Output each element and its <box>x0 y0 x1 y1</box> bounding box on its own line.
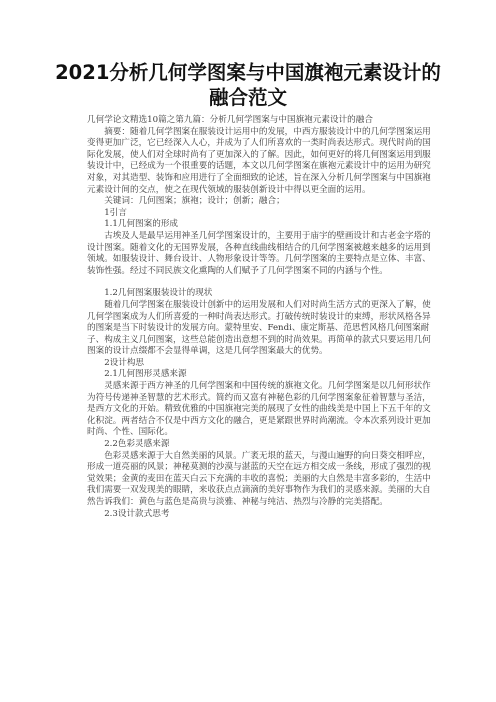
section-paragraph: 色彩灵感来源于大自然美丽的风景。广袤无垠的蓝天，与漫山遍野的向日葵交相呼应，形成一道亮丽的风景；神秘莫测的沙漠与湛蓝的天空在远方相交成一条线，形成了强烈的视觉效果；金黄的麦田在蓝天白云下充满的丰收的喜悦；美丽的大自然是丰富多彩的，生活中我们需要一双发现美的眼睛，来收获点点滴滴的美好事物作为我们的灵感来源。美丽的大自然告诉我们：黄色与蓝色是高贵与淡雅、神秘与纯洁、热烈与冷静的完美搭配。 <box>87 450 431 507</box>
section-paragraph: 随着几何学图案在服装设计创新中的运用发展和人们对时尚生活方式的更深入了解，使几何学图案成为人们所喜爱的一种时尚表达形式。打破传统时装设计的束缚，形状风格各异的图案是当下时装设计的发展方向。蒙特里安、Fendi、康定斯基、范思哲风格几何图案耐子、构成主义几何图案，这些总能创造出意想不到的时尚效果。再简单的款式只要运用几何图案的设计点缀都不会显得单调，这是几何学图案最大的优势。 <box>87 299 431 357</box>
intro-line: 几何学论文精选10篇之第九篇：分析几何学图案与中国旗袍元素设计的融合 <box>87 115 373 125</box>
section-heading: 1.1几何图案的形成 <box>104 219 179 230</box>
abstract-paragraph: 摘要：随着几何学图案在服装设计运用中的发展，中西方服装设计中的几何学图案运用变得更加广泛，它已经深入人心，并成为了人们所喜欢的一类时尚表达形式。现代时尚的国际化发展，使人们对全球时尚有了更加深入的了解。因此，如何更好的将几何图案运用到服装设计中，已经成为一个很重要的话题，本文以几何学图案在旗袍元素设计中的运用为研究对象，对其造型、装饰和应用进行了全面细致的论述，旨在深入分析几何学图案与中国旗袍元素设计间的交点，使之在现代领域的服装创新设计中得以更全面的运用。 <box>87 126 431 195</box>
paragraph-gap <box>87 277 437 288</box>
document-body <box>87 115 437 520</box>
section-paragraph: 古埃及人是最早运用神圣几何学图案设计的，主要用于庙宇的壁画设计和古老金字塔的设计图案。随着文化的无国界发展，各种直线曲线相结合的几何学图案被越来越多的运用到领域。如服装设计、舞台设计、人物形象设计等等。几何学图案的主要特点是立体、丰富、装饰性强。经过不同民族文化熏陶的人们赋予了几何学图案不同的内涵与个性。 <box>87 230 431 276</box>
section-heading: 2.1几何图形灵感来源 <box>104 369 187 380</box>
document-title: 2021分析几何学图案与中国旗袍元素设计的融合范文 <box>55 61 441 109</box>
keywords-line: 关键词：几何图案；旗袍；设计；创新；融合； <box>104 196 285 207</box>
section-paragraph: 灵感来源于西方神圣的几何学图案和中国传统的旗袍文化。几何学图案是以几何形状作为符号传递神圣智慧的艺术形式。简约而又富有神秘色彩的几何学图案象征着智慧与圣洁，是西方文化的开始。精致优雅的中国旗袍完美的展现了女性的曲线美是中国上下五千年的文化积淀。两者结合不仅是中西方文化的融合，更是紧跟世界时尚潮流。令本次系列设计更加时尚、个性、国际化。 <box>87 381 431 438</box>
section-heading: 1.2几何图案服装设计的现状 <box>104 288 213 299</box>
section-heading: 2设计构思 <box>104 357 145 368</box>
section-heading: 2.2色彩灵感来源 <box>104 439 170 450</box>
section-heading: 2.3设计款式思考 <box>104 508 170 519</box>
section-heading: 1引言 <box>104 207 127 218</box>
